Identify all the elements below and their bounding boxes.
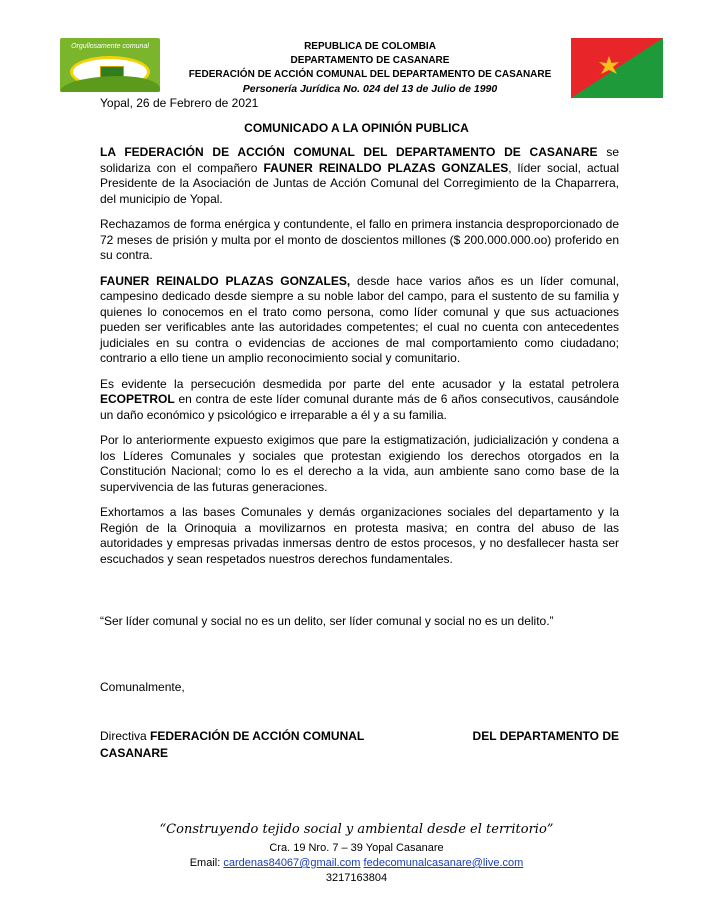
- header-legal-status: Personería Jurídica No. 024 del 13 de Julio de 1990: [242, 83, 498, 95]
- paragraph-4: [100, 377, 619, 424]
- footer-address: Cra. 19 Nro. 7 – 39 Yopal Casanare: [269, 842, 444, 854]
- footer-motto: “Construyendo tejido social y ambiental desde el territorio”: [159, 822, 554, 837]
- paragraph-5: Por lo anteriormente expuesto exigimos que pare la estigmatización, judicialización y condena a los Líderes Comunales y sociales que protestan exigiendo los derechos otorgados en la Constitución Nacional; como lo es el derecho a la vida, aun ambiente sano como base de la supervivencia de las futuras generaciones.: [100, 433, 619, 494]
- paragraph-3: [100, 274, 619, 367]
- signature-block: [100, 728, 619, 762]
- header-department: DEPARTAMENTO DE CASANARE: [290, 55, 450, 66]
- quote-line: “Ser líder comunal y social no es un delito, ser líder comunal y social no es un delito.”: [100, 614, 554, 628]
- p4-text-b: en contra de este líder comunal durante más de 6 años consecutivos, causándole un daño económico y psicológico e irreparable a él y a su familia.: [100, 392, 619, 422]
- signature-org-continued: DEL DEPARTAMENTO DE: [472, 729, 619, 743]
- closing-salutation: Comunalmente,: [100, 680, 185, 694]
- signature-row: [100, 728, 619, 745]
- email-link-1[interactable]: cardenas84067@gmail.com: [223, 857, 361, 869]
- flag-graphic: [571, 38, 663, 98]
- p3-text: desde hace varios años es un líder comunal, campesino dedicado desde siempre a su noble labor del campo, para el sustento de su familia y quienes lo conocemos en el trato como persona, como líder comunal y que sus actuaciones pueden ser verificables ante las autoridades competentes; el cual no cuenta con antecedentes judiciales en su contra o evidencias de acciones de mal comportamiento como ciudadano; contrario a ello tiene un amplio reconocimiento social y comunitario.: [100, 273, 619, 365]
- signature-org: FEDERACIÓN DE ACCIÓN COMUNAL: [150, 729, 365, 743]
- letterhead: [160, 40, 580, 96]
- document-title: COMUNICADO A LA OPINIÓN PUBLICA: [244, 121, 469, 135]
- footer: [0, 822, 713, 886]
- p1-text-a: se solidariza con el compañero: [100, 145, 619, 175]
- leader-name-2: FAUNER REINALDO PLAZAS GONZALES,: [100, 273, 351, 288]
- logo-text: Orgullosamente comunal: [71, 43, 149, 50]
- footer-emails: [0, 856, 713, 871]
- email-label: Email:: [189, 857, 221, 869]
- p4-text-a: Es evidente la persecución desmedida por parte del ente acusador y la estatal petrolera: [100, 376, 619, 391]
- paragraph-2: Rechazamos de forma enérgica y contundente, el fallo en primera instancia desproporcionado de 72 meses de prisión y multa por el monto de doscientos millones ($ 200.000.000.oo) proferido en su contra.: [100, 217, 619, 262]
- footer-phone: 3217163804: [325, 872, 388, 884]
- paragraph-1: [100, 145, 619, 207]
- document-date: Yopal, 26 de Febrero de 2021: [100, 96, 259, 110]
- paragraph-6: Exhortamos a las bases Comunales y demás organizaciones sociales del departamento y la Región de la Orinoquia a movilizarnos en protesta masiva; en contra del abuso de las autoridades y empresas privadas inmersas dentro de estos procesos, y no desfallecer hasta ser escuchados y sean respetados nuestros derechos fundamentales.: [100, 505, 619, 566]
- signature-left: [100, 728, 364, 745]
- ecopetrol-name: ECOPETROL: [100, 392, 175, 406]
- leader-name: FAUNER REINALDO PLAZAS GONZALES: [263, 160, 509, 175]
- email-link-2[interactable]: fedecomunalcasanare@live.com: [363, 857, 524, 869]
- casanare-flag: [571, 38, 663, 98]
- signature-org-end: CASANARE: [100, 746, 169, 760]
- signature-prefix: Directiva: [100, 729, 147, 743]
- fedecomunal-logo: [60, 38, 160, 92]
- p1-text-b: , líder social, actual Presidente de la Asociación de Juntas de Acción Comunal del Corregimiento de la Chaparrera, del municipio de Yopal.: [100, 160, 620, 206]
- header-federation: FEDERACIÓN DE ACCIÓN COMUNAL DEL DEPARTAMENTO DE CASANARE: [188, 69, 552, 80]
- document-body: [100, 145, 619, 577]
- federation-name: LA FEDERACIÓN DE ACCIÓN COMUNAL DEL DEPARTAMENTO DE CASANARE: [100, 145, 598, 159]
- header-republic: REPUBLICA DE COLOMBIA: [304, 41, 436, 52]
